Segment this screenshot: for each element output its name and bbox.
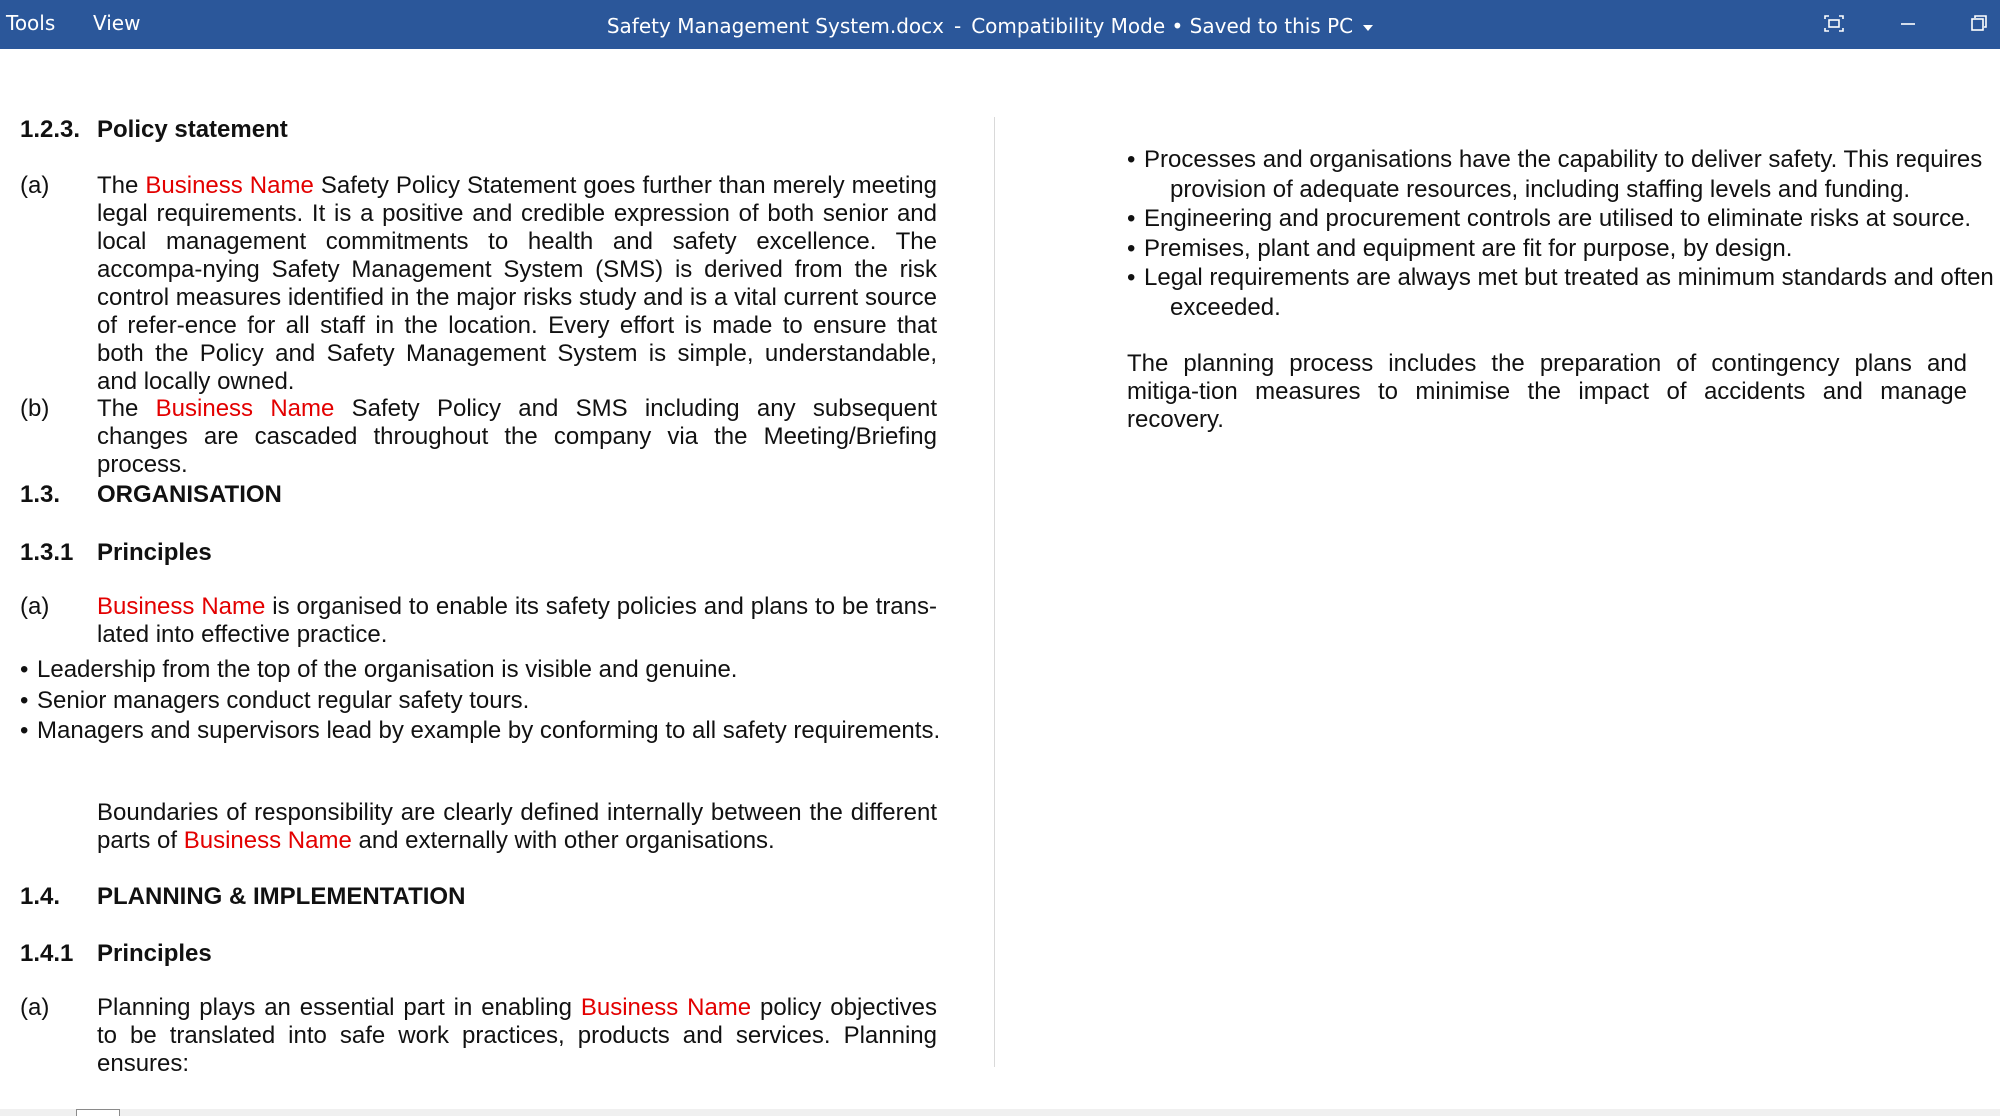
heading-text: PLANNING & IMPLEMENTATION xyxy=(97,883,466,910)
document-page[interactable] xyxy=(0,49,2000,1109)
save-status: Compatibility Mode • Saved to this PC xyxy=(971,14,1354,38)
heading-number: 1.4.1 xyxy=(20,940,74,967)
list-item-text: Premises, plant and equipment are fit for purpose, by design. xyxy=(1144,234,1793,262)
heading-1-2-3 xyxy=(0,116,700,144)
heading-text: Principles xyxy=(97,940,212,967)
restore-icon xyxy=(1963,8,1997,40)
focus-mode-icon xyxy=(1817,8,1851,40)
list-item[interactable] xyxy=(20,716,960,747)
bullet-icon: • xyxy=(1127,234,1136,262)
chevron-down-icon[interactable] xyxy=(1363,25,1373,31)
heading-number: 1.2.3. xyxy=(20,116,81,143)
text-run: Boundaries of responsibility are clearly defined internally between the different parts of xyxy=(97,799,937,854)
paragraph-boundaries[interactable] xyxy=(97,799,937,855)
heading-text: Policy statement xyxy=(97,116,288,143)
list-item[interactable] xyxy=(20,655,960,686)
text-run: The xyxy=(97,395,156,422)
restore-button[interactable] xyxy=(1963,8,1997,40)
heading-text: Principles xyxy=(97,539,212,566)
status-bar xyxy=(0,1109,2000,1116)
minimize-icon xyxy=(1891,8,1925,40)
planning-bullet-list xyxy=(1127,145,1997,322)
heading-1-3 xyxy=(0,481,700,509)
text-run: Planning plays an essential part in enabling xyxy=(97,994,581,1021)
business-name-placeholder: Business Name xyxy=(183,827,352,854)
para-label: (a) xyxy=(20,593,50,620)
bullet-icon: • xyxy=(20,686,29,714)
minimize-button[interactable] xyxy=(1891,8,1925,40)
bullet-icon: • xyxy=(20,717,29,744)
focus-mode-button[interactable] xyxy=(1817,8,1851,40)
heading-1-4-1 xyxy=(0,940,700,968)
heading-number: 1.3. xyxy=(20,481,61,508)
column-divider xyxy=(994,117,995,1067)
heading-1-4 xyxy=(0,883,700,911)
heading-number: 1.4. xyxy=(20,883,61,910)
business-name-placeholder: Business Name xyxy=(155,395,335,422)
heading-1-3-1 xyxy=(0,539,700,567)
list-item[interactable] xyxy=(1127,145,1997,204)
title-bar xyxy=(0,0,2000,49)
list-item[interactable] xyxy=(1127,204,1997,234)
bullet-icon: • xyxy=(1127,264,1136,291)
list-item[interactable] xyxy=(20,686,960,717)
organisation-bullet-list xyxy=(20,655,960,747)
title-separator: - xyxy=(954,14,962,38)
list-item-text: Processes and organisations have the capability to deliver safety. This requires xyxy=(1144,146,1983,173)
text-run: is organised to enable its safety policies and plans to be trans-lated into effective practice. xyxy=(97,593,937,648)
business-name-placeholder: Business Name xyxy=(580,994,752,1021)
text-run: Safety Policy and SMS including any subsequent changes are cascaded throughout the company via the Meeting/Briefing process. xyxy=(97,395,938,478)
text-run: The xyxy=(97,172,146,199)
status-bar-control[interactable] xyxy=(76,1109,120,1116)
paragraph-organisation-a[interactable] xyxy=(97,593,937,649)
business-name-placeholder: Business Name xyxy=(97,593,266,620)
text-run: policy objectives to be translated into safe work practices, products and services. Planning ensures: xyxy=(97,994,937,1077)
list-item-text: Engineering and procurement controls are utilised to eliminate risks at source. xyxy=(1144,205,1972,232)
para-label: (b) xyxy=(20,395,50,422)
business-name-placeholder: Business Name xyxy=(145,172,314,199)
list-item-text: Legal requirements are always met but treated as minimum standards and often xyxy=(1144,264,1994,291)
list-item-text: Leadership from the top of the organisation is visible and genuine. xyxy=(37,656,738,683)
paragraph-policy-a[interactable] xyxy=(97,172,937,396)
bullet-icon: • xyxy=(1127,146,1136,173)
bullet-icon: • xyxy=(20,656,29,683)
document-title[interactable] xyxy=(560,0,1420,49)
list-item-text: Senior managers conduct regular safety tours. xyxy=(37,686,530,714)
list-item-continuation: exceeded. xyxy=(1170,293,1281,321)
para-label: (a) xyxy=(20,994,50,1021)
text-run: and externally with other organisations. xyxy=(351,827,775,854)
para-label: (a) xyxy=(20,172,50,199)
paragraph-planning-a[interactable] xyxy=(97,994,937,1078)
menu-tools[interactable]: Tools xyxy=(6,11,56,35)
text-run: Safety Policy Statement goes further than merely meeting legal requirements. It is a positive and credible expression of both senior and local management commitments to health and safety excellence. The accompa-nying Safety Management System (SMS) is derived from the risk control measures identified in the major risks study and is a vital current source of refer-ence for all staff in the location. Every effort is made to ensure that both the Policy and Safety Management System is simple, understandable, and locally owned. xyxy=(97,172,937,395)
heading-text: ORGANISATION xyxy=(97,481,282,508)
paragraph-contingency[interactable]: The planning process includes the preparation of contingency plans and mitiga-tion measures to minimise the impact of accidents and manage recovery. xyxy=(1127,350,1967,433)
paragraph-policy-b[interactable] xyxy=(97,395,937,479)
bullet-icon: • xyxy=(1127,205,1136,232)
list-item-text: Managers and supervisors lead by example by conforming to all safety requirements. xyxy=(37,717,941,744)
document-name: Safety Management System.docx xyxy=(606,14,944,38)
menu-view[interactable]: View xyxy=(93,11,141,35)
list-item[interactable] xyxy=(1127,234,1997,264)
heading-number: 1.3.1 xyxy=(20,539,74,566)
list-item-continuation: provision of adequate resources, including staffing levels and funding. xyxy=(1170,175,1911,203)
list-item[interactable] xyxy=(1127,263,1997,322)
